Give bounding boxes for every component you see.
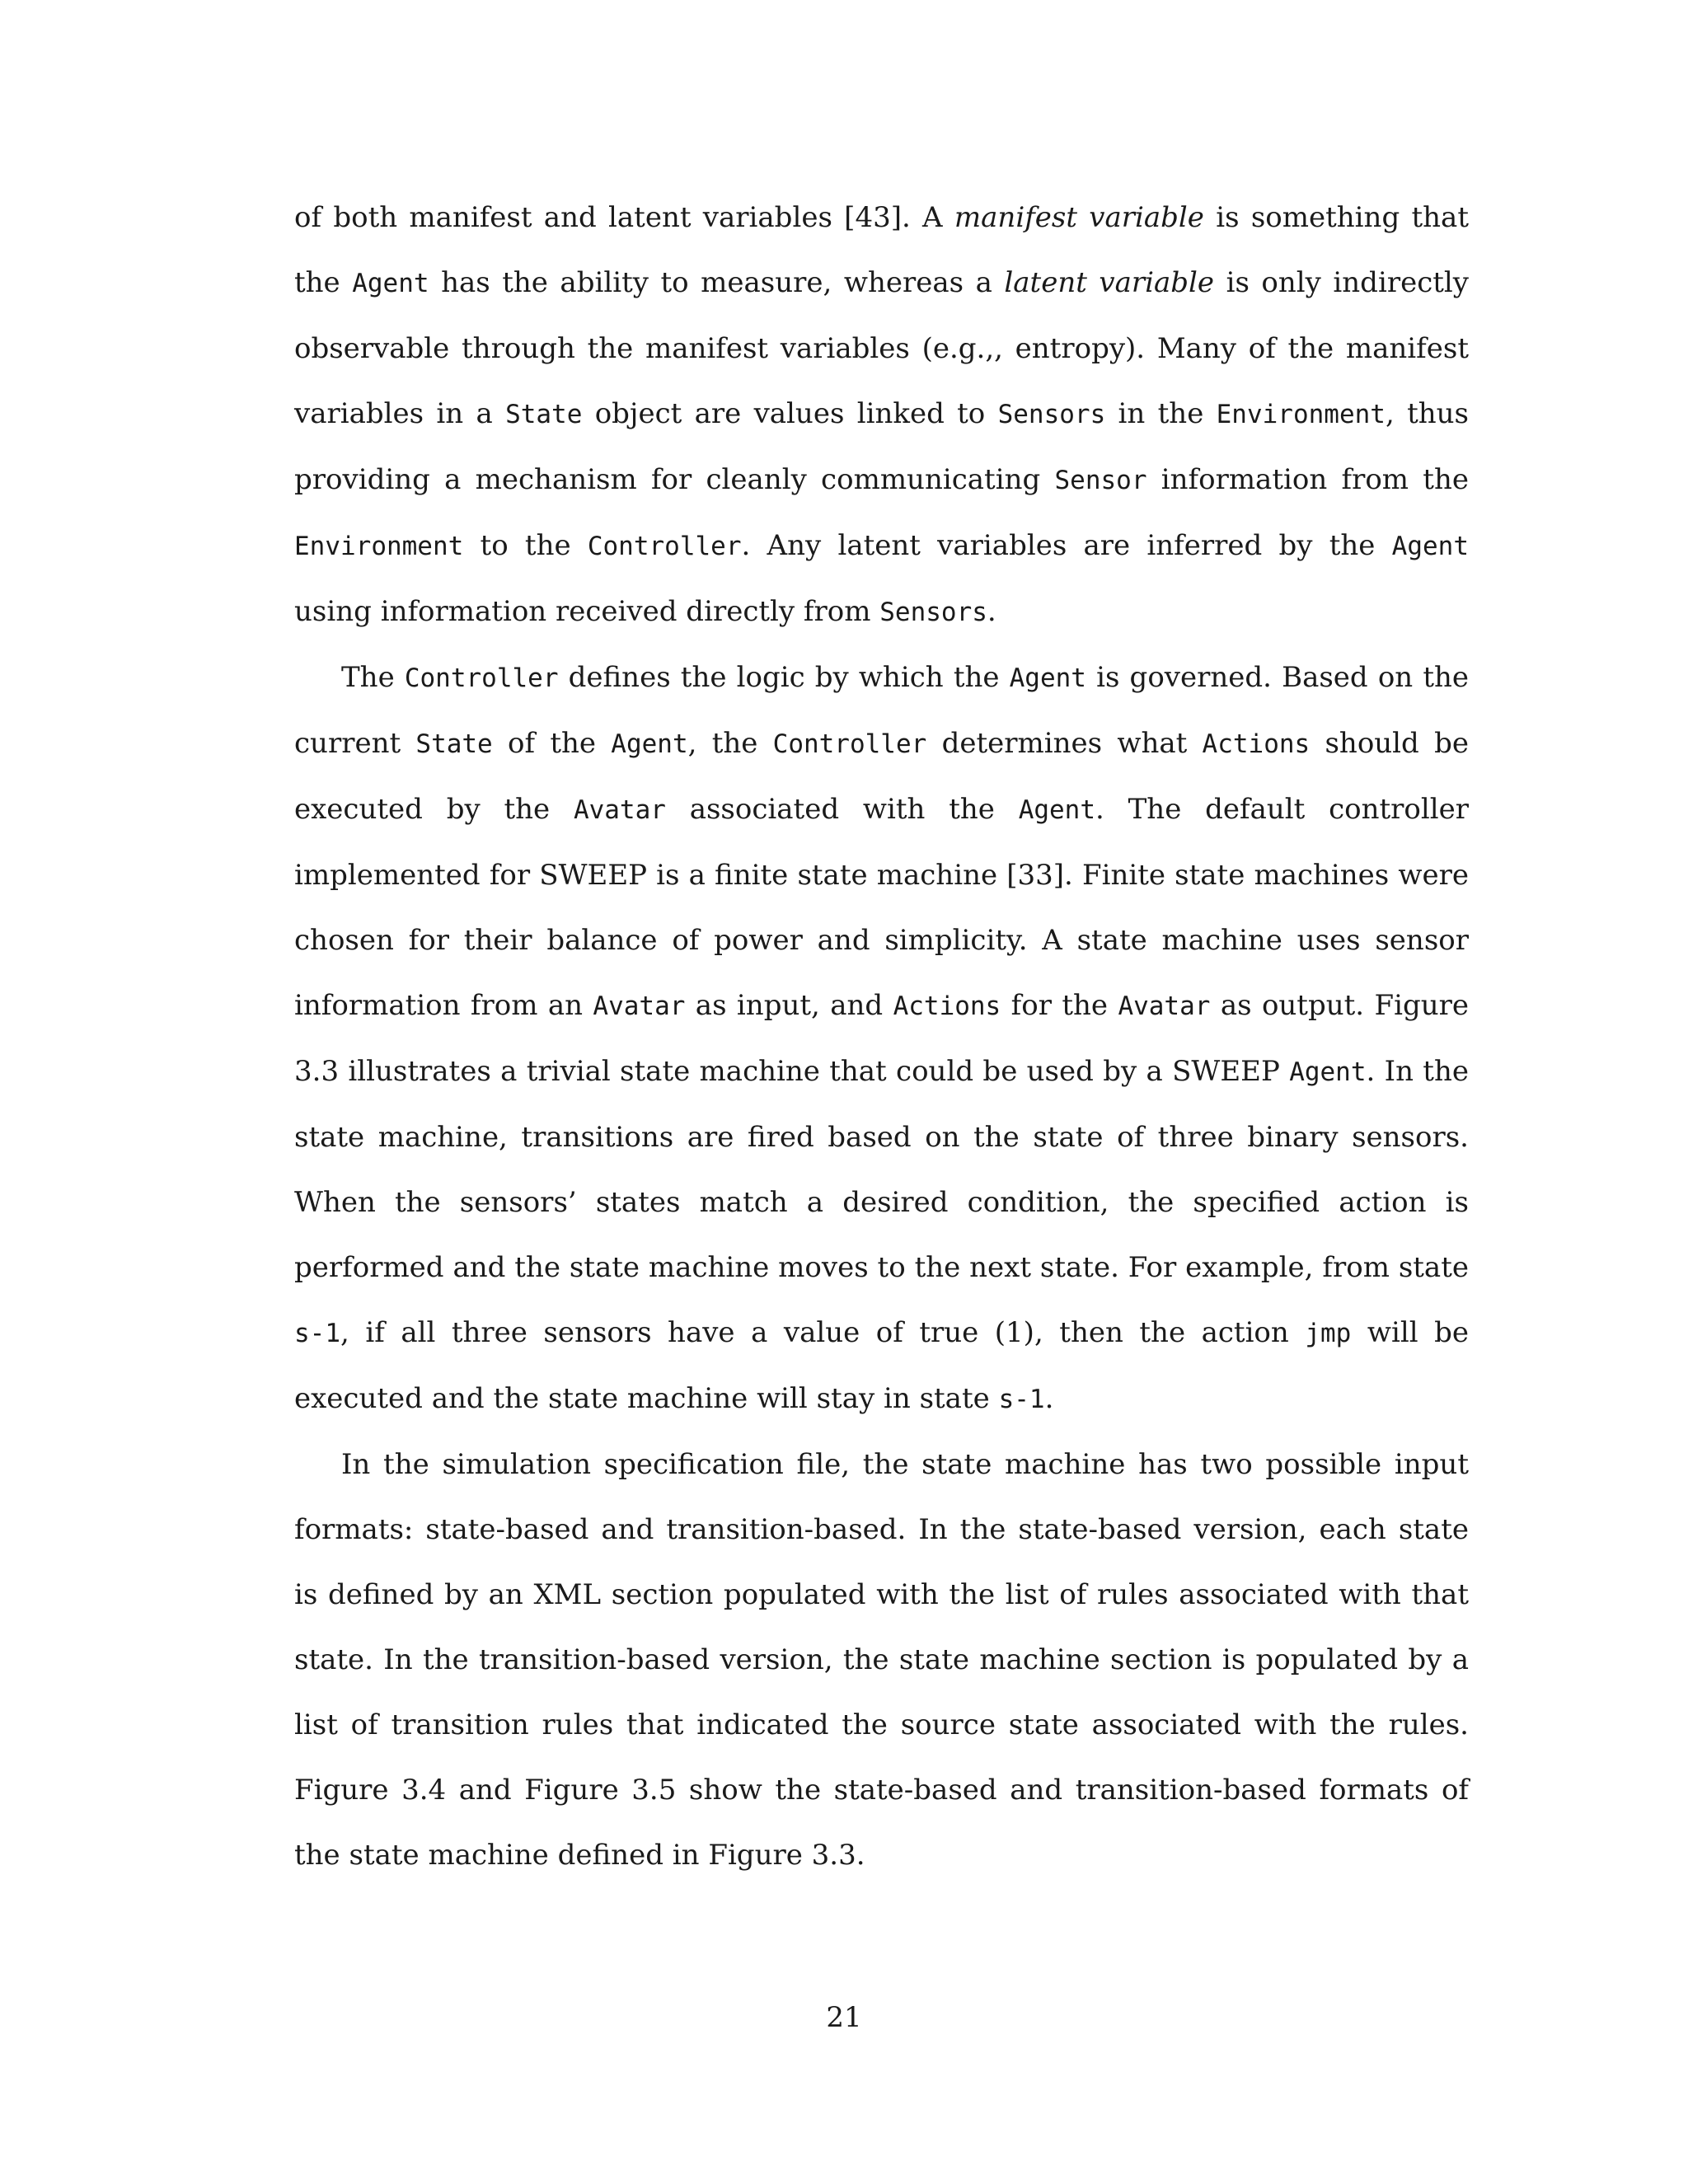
code-term: s-1	[294, 1319, 340, 1348]
code-term: Agent	[1018, 795, 1096, 825]
page-number: 21	[826, 2001, 862, 2034]
code-term: Environment	[294, 532, 464, 561]
code-term: Agent	[1289, 1057, 1367, 1087]
paragraph-2: The Controller defines the logic by which the Agent is governed. Based on the current State of the Agent, the Controller determines what Actions should be executed by the Avatar associated with the Agent. The default controller implemented for SWEEP is a finite state machine [33]. Finite state machines were chosen for their balance of power and simplicity. A state machine uses sensor information from an Avatar as input, and Actions for the Avatar as output. Figure 3.3 illustrates a trivial state machine that could be used by a SWEEP Agent. In the state machine, transitions are fired based on the state of three binary sensors. When the sensors’ states match a desired condition, the specified action is performed and the state machine moves to the next state. For example, from state s-1, if all three sensors have a value of true (1), then the action jmp will be executed and the state machine will stay in state s-1.	[294, 661, 1470, 1415]
code-term: Agent	[611, 729, 688, 759]
code-term: Actions	[1202, 729, 1311, 759]
code-term: Agent	[1009, 663, 1086, 693]
code-term: Controller	[404, 663, 559, 693]
code-term: Controller	[587, 532, 742, 561]
code-term: Sensors	[997, 400, 1106, 429]
code-term: Avatar	[593, 991, 686, 1021]
code-term: State	[415, 729, 493, 759]
paragraph-1: of both manifest and latent variables [43]. A manifest variable is something that the Agent has the ability to measure, whereas a latent variable is only indirectly observable through the manifest variables (e.g.,, entropy). Many of the manifest variables in a State object are values linked to Sensors in the Environment, thus providing a mechanism for cleanly communicating Sensor information from the Environment to the Controller. Any latent variables are inferred by the Agent using information received directly from Sensors.	[294, 201, 1469, 628]
code-term: Sensor	[1054, 466, 1147, 495]
term-latent-variable: latent variable	[1004, 266, 1215, 299]
code-term: Agent	[1391, 532, 1469, 561]
code-term: Actions	[893, 991, 1001, 1021]
code-term: jmp	[1305, 1319, 1352, 1348]
code-term: State	[505, 400, 583, 429]
code-term: Controller	[772, 729, 927, 759]
paragraph-3: In the simulation specification file, the state machine has two possible input formats: state-based and transition-based. In the state-based version, each state is defined by an XML section populated with the list of rules associated with that state. In the transition-based version, the state machine section is populated by a list of transition rules that indicated the source state associated with the rules. Figure 3.4 and Figure 3.5 show the state-based and transition-based formats of the state machine defined in Figure 3.3.	[294, 1448, 1469, 1872]
body-text	[294, 185, 1469, 1888]
code-term: Environment	[1216, 400, 1386, 429]
code-term: Sensors	[879, 598, 987, 627]
code-term: Avatar	[1118, 991, 1211, 1021]
code-term: s-1	[998, 1385, 1045, 1414]
code-term: Avatar	[573, 795, 666, 825]
term-manifest-variable: manifest variable	[954, 201, 1204, 234]
code-term: Agent	[352, 269, 429, 298]
